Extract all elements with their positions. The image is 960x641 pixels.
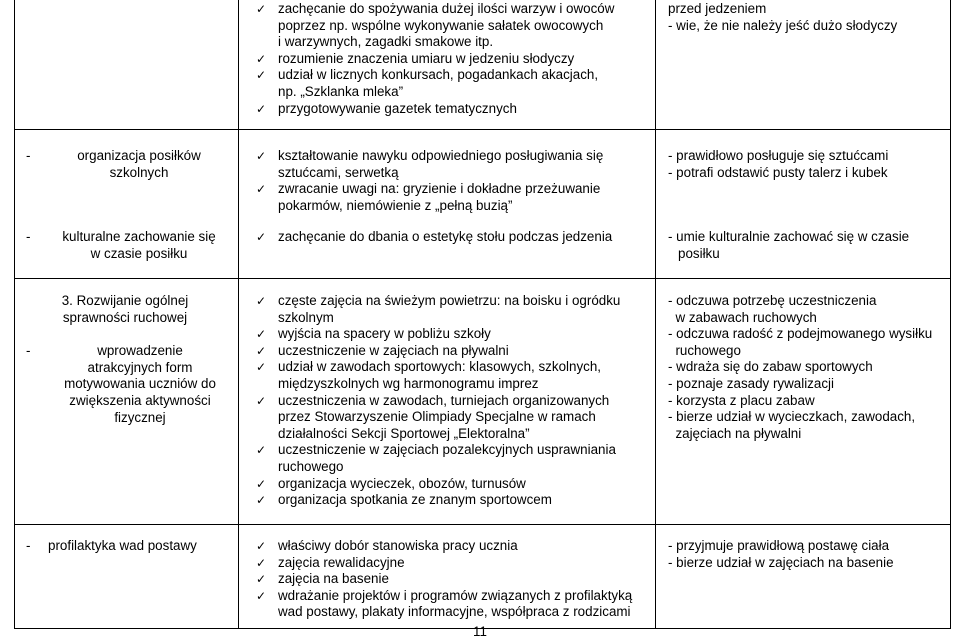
list-item: ✓ udział w zawodach sportowych: klasowych, szkolnych, międzyszkolnych wg harmonogramu imprez: [256, 359, 602, 391]
list-item: ✓ właściwy dobór stanowiska pracy ucznia: [256, 538, 518, 553]
table-border-col2: [238, 0, 239, 629]
list-item: ✓ wyjścia na spacery w pobliżu szkoły: [256, 326, 491, 342]
row1-outcomes-b: - umie kulturalnie zachować się w czasie posiłku: [668, 229, 910, 261]
table-row-divider-3: [14, 524, 951, 525]
goal-title: 3. Rozwijanie ogólnej sprawności ruchowej: [61, 293, 189, 325]
check-icon: ✓: [256, 101, 267, 116]
row1-activities-b: [254, 229, 650, 246]
check-icon: ✓: [256, 555, 267, 570]
row3-task: - profilaktyka wad postawy: [26, 538, 197, 553]
list-item: ✓ zajęcia na basenie: [256, 571, 389, 587]
row2-activities: [254, 293, 652, 509]
list-item: ✓ zachęcanie do spożywania dużej ilości warzyw i owoców poprzez np. wspólne wykonywanie sałatek owocowych i warzywnych, zagadki smakowe itp.: [256, 1, 615, 50]
check-icon: ✓: [256, 393, 267, 408]
row2-goal: 3. Rozwijanie ogólnej sprawności ruchowej - wprowadzenie atrakcyjnych form motywowania uczniów do zwiększenia aktywności fizycznej: [18, 293, 232, 426]
list-item: ✓ wdrażanie projektów i programów związanych z profilaktyką wad postawy, plakaty informacyjne, współpraca z rodzicami: [256, 587, 633, 620]
list-item: ✓ uczestniczenie w zajęciach pozalekcyjnych usprawniania ruchowego: [256, 442, 616, 474]
list-item: ✓ uczestniczenie w zajęciach na pływalni: [256, 342, 509, 358]
row1-activities-a: [254, 148, 650, 214]
check-icon: ✓: [256, 327, 267, 342]
row1-task-behaviour: - kulturalne zachowanie się w czasie posiłku: [26, 229, 216, 261]
check-icon: ✓: [256, 572, 267, 587]
list-item: ✓ przygotowywanie gazetek tematycznych: [256, 100, 517, 116]
row0-activities: [254, 1, 650, 117]
list-item: ✓ organizacja spotkania ze znanym sportowcem: [256, 492, 552, 508]
check-icon: ✓: [256, 230, 267, 244]
list-item: ✓ rozumienie znaczenia umiaru w jedzeniu słodyczy: [256, 50, 575, 66]
row1-task-meals: - organizacja posiłków szkolnych: [26, 148, 201, 180]
row0-outcomes: przed jedzeniem - wie, że nie należy jeść dużo słodyczy: [668, 1, 898, 33]
table-border-right: [950, 0, 951, 629]
table-row-divider-2: [14, 278, 951, 279]
list-item: ✓ zachęcanie do dbania o estetykę stołu podczas jedzenia: [256, 229, 613, 244]
check-icon: ✓: [256, 443, 267, 458]
row1-outcomes-a: - prawidłowo posługuje się sztućcami - potrafi odstawić pusty talerz i kubek: [668, 148, 889, 180]
list-item: ✓ organizacja wycieczek, obozów, turnusów: [256, 475, 526, 491]
check-icon: ✓: [256, 182, 267, 197]
list-item: ✓ zajęcia rewalidacyjne: [256, 554, 405, 570]
table-border-col3: [655, 0, 656, 629]
check-icon: ✓: [256, 539, 267, 553]
list-item: ✓ uczestniczenia w zawodach, turniejach organizowanych przez Stowarzyszenie Olimpiady Specjalne w ramach działalności Sekcji Sportowej „Elektoralna”: [256, 392, 610, 441]
list-item: ✓ częste zajęcia na świeżym powietrzu: na boisku i ogródku szkolnym: [256, 293, 621, 325]
row2-outcomes: - odczuwa potrzebę uczestniczenia w zabawach ruchowych - odczuwa radość z podejmowanego wysiłku ruchowego - wdraża się do zabaw sportowych - poznaje zasady rywalizacji - korzysta z placu zabaw - bierze udział w wycieczkach, zawodach, zajęciach na pływalni: [668, 293, 933, 441]
check-icon: ✓: [256, 294, 267, 308]
check-icon: ✓: [256, 476, 267, 491]
table-border-left: [14, 0, 15, 629]
check-icon: ✓: [256, 588, 267, 603]
row3-activities: [254, 538, 654, 621]
check-icon: ✓: [256, 149, 267, 163]
page-number: 11: [473, 624, 487, 639]
table-row-divider-1: [14, 129, 951, 130]
check-icon: ✓: [256, 2, 267, 16]
list-item: ✓ udział w licznych konkursach, pogadankach akacjach, np. „Szklanka mleka”: [256, 67, 599, 99]
list-item: ✓ kształtowanie nawyku odpowiedniego posługiwania się sztućcami, serwetką: [256, 148, 604, 180]
list-item: ✓ zwracanie uwagi na: gryzienie i dokładne przeżuwanie pokarmów, niemówienie z „pełną buzią”: [256, 181, 601, 213]
check-icon: ✓: [256, 68, 267, 83]
check-icon: ✓: [256, 51, 267, 66]
check-icon: ✓: [256, 360, 267, 375]
check-icon: ✓: [256, 343, 267, 358]
row3-outcomes: - przyjmuje prawidłową postawę ciała - bierze udział w zajęciach na basenie: [668, 538, 894, 570]
check-icon: ✓: [256, 493, 267, 508]
